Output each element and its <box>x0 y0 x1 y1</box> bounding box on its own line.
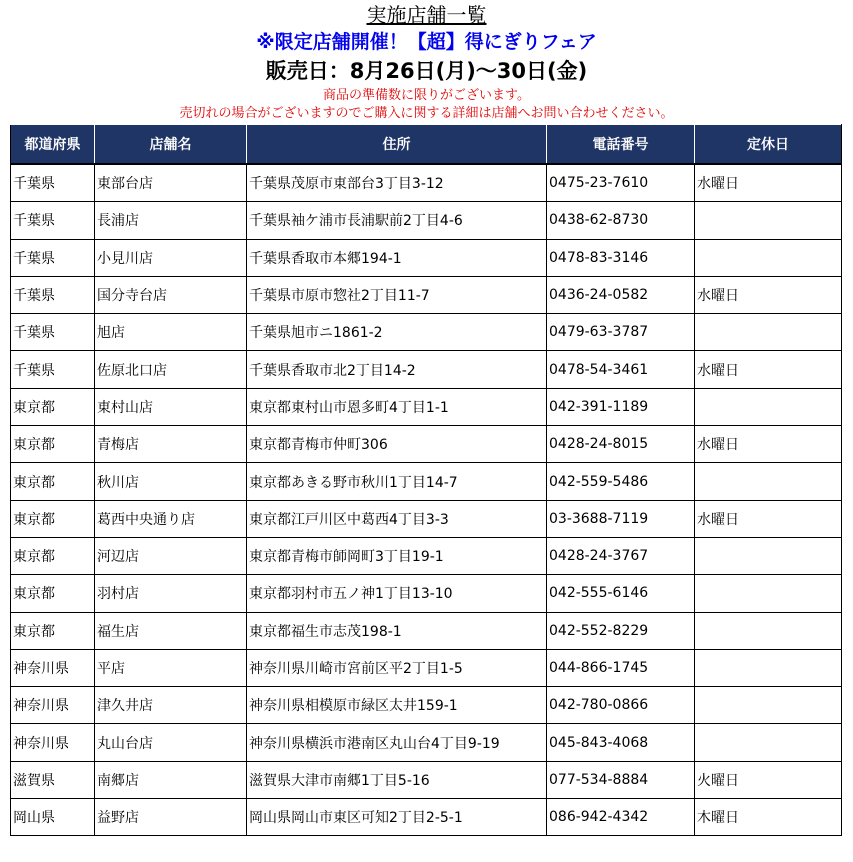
phone-cell: 0479-63-3787 <box>547 314 695 351</box>
prefecture-cell: 千葉県 <box>11 202 95 239</box>
closed-day-cell <box>695 649 842 686</box>
closed-day-cell: 火曜日 <box>695 761 842 798</box>
table-row <box>11 649 842 686</box>
table-row <box>11 463 842 500</box>
address-cell: 千葉県茂原市東部台3丁目3-12 <box>247 164 547 202</box>
table-row <box>11 575 842 612</box>
table-row <box>11 761 842 798</box>
closed-day-cell <box>695 463 842 500</box>
prefecture-cell: 東京都 <box>11 612 95 649</box>
table-row <box>11 202 842 239</box>
phone-cell: 042-555-6146 <box>547 575 695 612</box>
store-name-cell: 秋川店 <box>95 463 247 500</box>
closed-day-cell: 水曜日 <box>695 164 842 202</box>
phone-cell: 042-780-0866 <box>547 687 695 724</box>
phone-cell: 0475-23-7610 <box>547 164 695 202</box>
closed-day-cell: 水曜日 <box>695 426 842 463</box>
store-name-cell: 羽村店 <box>95 575 247 612</box>
phone-cell: 0428-24-3767 <box>547 537 695 574</box>
prefecture-cell: 神奈川県 <box>11 649 95 686</box>
prefecture-cell: 神奈川県 <box>11 724 95 761</box>
table-header <box>11 125 842 165</box>
fair-subtitle: ※限定店舗開催！【超】得にぎりフェア <box>256 31 597 53</box>
table-row <box>11 314 842 351</box>
address-cell: 神奈川県川崎市宮前区平2丁目1-5 <box>247 649 547 686</box>
store-name-cell: 東部台店 <box>95 164 247 202</box>
phone-cell: 045-843-4068 <box>547 724 695 761</box>
store-name-cell: 益野店 <box>95 799 247 836</box>
address-cell: 東京都羽村市五ノ神1丁目13-10 <box>247 575 547 612</box>
prefecture-cell: 滋賀県 <box>11 761 95 798</box>
store-name-cell: 津久井店 <box>95 687 247 724</box>
page-title: 実施店舗一覧 <box>366 3 487 27</box>
table-row <box>11 276 842 313</box>
address-cell: 東京都青梅市仲町306 <box>247 426 547 463</box>
quantity-note: 商品の準備数に限りがございます。 <box>323 88 530 103</box>
store-name-cell: 丸山台店 <box>95 724 247 761</box>
store-name-cell: 南郷店 <box>95 761 247 798</box>
column-header-prefecture: 都道府県 <box>11 125 95 165</box>
prefecture-cell: 千葉県 <box>11 351 95 388</box>
address-cell: 千葉県市原市惣社2丁目11-7 <box>247 276 547 313</box>
closed-day-cell <box>695 687 842 724</box>
closed-day-cell <box>695 537 842 574</box>
address-cell: 神奈川県横浜市港南区丸山台4丁目9-19 <box>247 724 547 761</box>
phone-cell: 077-534-8884 <box>547 761 695 798</box>
address-cell: 東京都江戸川区中葛西4丁目3-3 <box>247 500 547 537</box>
prefecture-cell: 東京都 <box>11 537 95 574</box>
store-name-cell: 東村山店 <box>95 388 247 425</box>
prefecture-cell: 神奈川県 <box>11 687 95 724</box>
prefecture-cell: 千葉県 <box>11 276 95 313</box>
phone-cell: 042-391-1189 <box>547 388 695 425</box>
store-name-cell: 佐原北口店 <box>95 351 247 388</box>
table-row <box>11 687 842 724</box>
prefecture-cell: 千葉県 <box>11 239 95 276</box>
store-table <box>10 124 842 836</box>
store-name-cell: 長浦店 <box>95 202 247 239</box>
phone-cell: 03-3688-7119 <box>547 500 695 537</box>
prefecture-cell: 東京都 <box>11 463 95 500</box>
table-row <box>11 239 842 276</box>
table-row <box>11 351 842 388</box>
closed-day-cell <box>695 575 842 612</box>
closed-day-cell <box>695 612 842 649</box>
closed-day-cell <box>695 239 842 276</box>
column-header-address: 住所 <box>247 125 547 165</box>
address-cell: 千葉県旭市ニ1861-2 <box>247 314 547 351</box>
column-header-phone: 電話番号 <box>547 125 695 165</box>
sale-dates: 販売日：8月26日(月)～30日(金) <box>265 59 588 83</box>
store-name-cell: 平店 <box>95 649 247 686</box>
phone-cell: 0478-83-3146 <box>547 239 695 276</box>
phone-cell: 086-942-4342 <box>547 799 695 836</box>
prefecture-cell: 東京都 <box>11 500 95 537</box>
table-row <box>11 799 842 836</box>
address-cell: 千葉県袖ケ浦市長浦駅前2丁目4-6 <box>247 202 547 239</box>
phone-cell: 044-866-1745 <box>547 649 695 686</box>
store-name-cell: 葛西中央通り店 <box>95 500 247 537</box>
phone-cell: 0436-24-0582 <box>547 276 695 313</box>
prefecture-cell: 東京都 <box>11 575 95 612</box>
prefecture-cell: 東京都 <box>11 426 95 463</box>
prefecture-cell: 東京都 <box>11 388 95 425</box>
soldout-note: 売切れの場合がございますのでご購入に関する詳細は店舗へお問い合わせください。 <box>179 106 674 121</box>
closed-day-cell <box>695 724 842 761</box>
closed-day-cell: 水曜日 <box>695 351 842 388</box>
prefecture-cell: 岡山県 <box>11 799 95 836</box>
address-cell: 東京都福生市志茂198-1 <box>247 612 547 649</box>
address-cell: 神奈川県相模原市緑区太井159-1 <box>247 687 547 724</box>
store-name-cell: 小見川店 <box>95 239 247 276</box>
closed-day-cell <box>695 314 842 351</box>
store-name-cell: 国分寺台店 <box>95 276 247 313</box>
address-cell: 東京都あきる野市秋川1丁目14-7 <box>247 463 547 500</box>
phone-cell: 042-552-8229 <box>547 612 695 649</box>
phone-cell: 0478-54-3461 <box>547 351 695 388</box>
column-header-closed-day: 定休日 <box>695 125 842 165</box>
phone-cell: 0438-62-8730 <box>547 202 695 239</box>
address-cell: 滋賀県大津市南郷1丁目5-16 <box>247 761 547 798</box>
phone-cell: 0428-24-8015 <box>547 426 695 463</box>
closed-day-cell <box>695 388 842 425</box>
table-row <box>11 612 842 649</box>
store-name-cell: 青梅店 <box>95 426 247 463</box>
table-row <box>11 500 842 537</box>
address-cell: 千葉県香取市本郷194-1 <box>247 239 547 276</box>
prefecture-cell: 千葉県 <box>11 164 95 202</box>
table-body <box>11 164 842 836</box>
address-cell: 千葉県香取市北2丁目14-2 <box>247 351 547 388</box>
table-row <box>11 164 842 202</box>
address-cell: 東京都青梅市師岡町3丁目19-1 <box>247 537 547 574</box>
column-header-store-name: 店舗名 <box>95 125 247 165</box>
prefecture-cell: 千葉県 <box>11 314 95 351</box>
table-row <box>11 724 842 761</box>
phone-cell: 042-559-5486 <box>547 463 695 500</box>
table-row <box>11 537 842 574</box>
closed-day-cell: 水曜日 <box>695 276 842 313</box>
table-row <box>11 426 842 463</box>
address-cell: 岡山県岡山市東区可知2丁目2-5-1 <box>247 799 547 836</box>
closed-day-cell: 水曜日 <box>695 500 842 537</box>
closed-day-cell <box>695 202 842 239</box>
store-name-cell: 福生店 <box>95 612 247 649</box>
closed-day-cell: 木曜日 <box>695 799 842 836</box>
table-row <box>11 388 842 425</box>
store-name-cell: 河辺店 <box>95 537 247 574</box>
store-name-cell: 旭店 <box>95 314 247 351</box>
address-cell: 東京都東村山市恩多町4丁目1-1 <box>247 388 547 425</box>
